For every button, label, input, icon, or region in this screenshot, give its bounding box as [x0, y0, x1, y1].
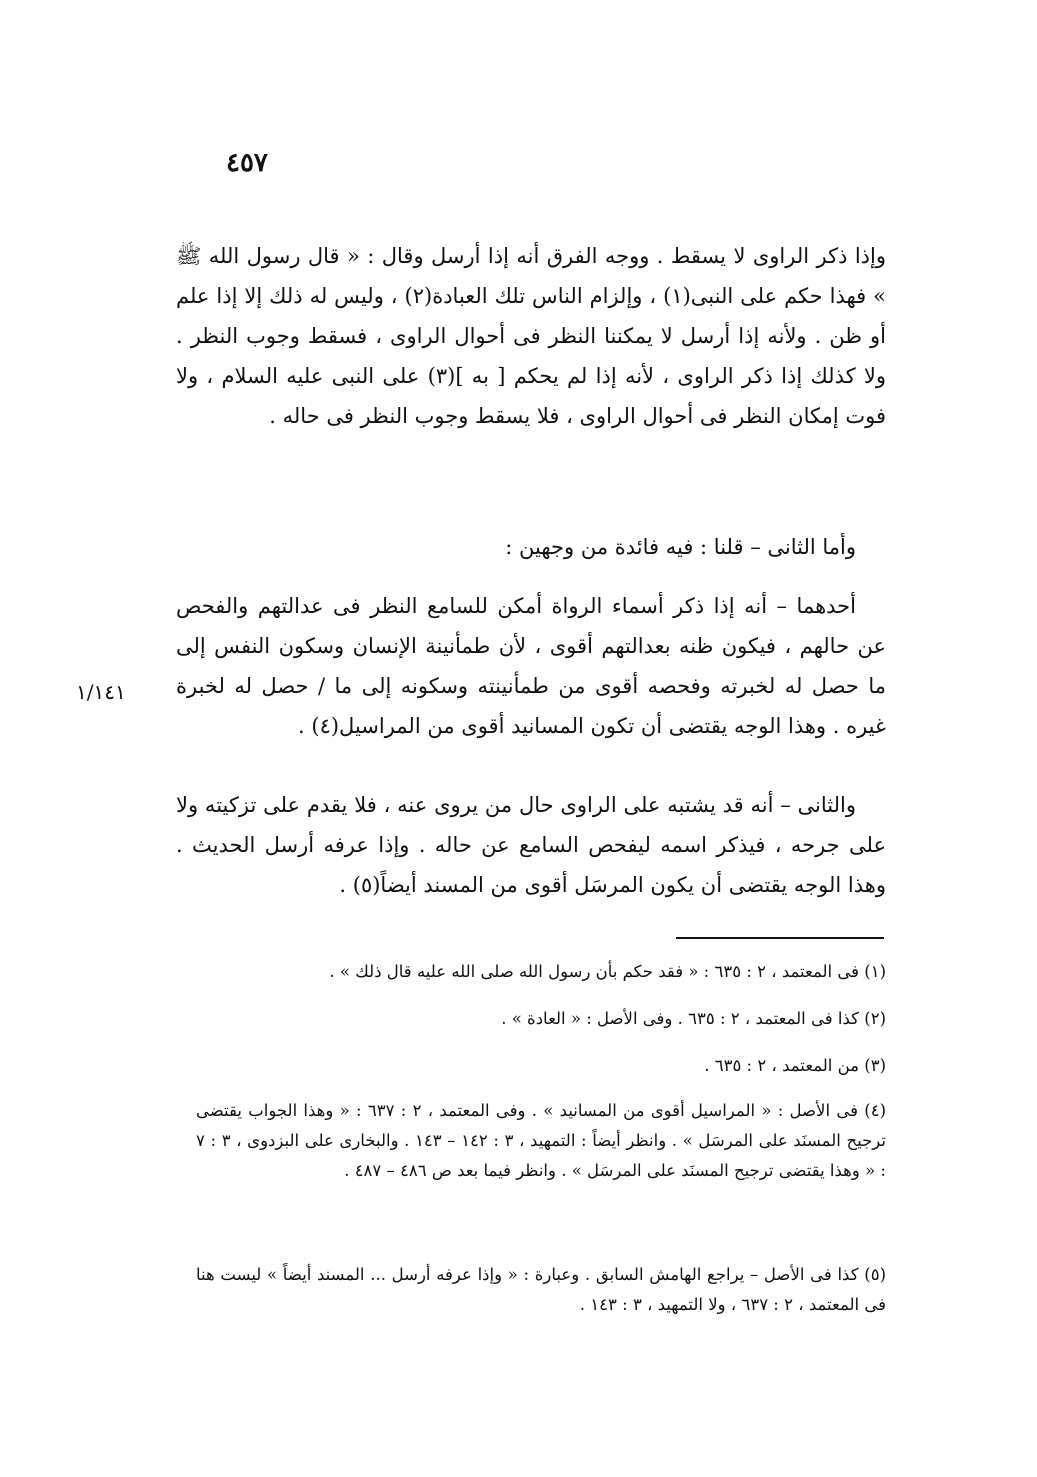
footnote-2: (٢) كذا فى المعتمد ، ٢ : ٦٣٥ . وفى الأصل : « العادة » . — [501, 1009, 886, 1028]
page-number: ٤٥٧ — [226, 148, 268, 178]
footnote-1: (١) فى المعتمد ، ٢ : ٦٣٥ : « فقد حكم بأن رسول الله صلى الله عليه قال ذلك » . — [329, 962, 886, 981]
paragraph-4: والثانى – أنه قد يشتبه على الراوى حال من يروى عنه ، فلا يقدم على تزكيته ولا على جرحه ، فيذكر اسمه ليفحص السامع عن حاله . وإذا عرفه أرسل الحديث . وهذا الوجه يقتضى أن يكون المرسَل أقوى من المسند أيضاً(٥) . — [176, 793, 886, 897]
footnote-3: (٣) من المعتمد ، ٢ : ٦٣٥ . — [704, 1056, 886, 1075]
margin-reference: ١/١٤١ — [76, 680, 126, 704]
paragraph-2: وأما الثانى – قلنا : فيه فائدة من وجهين : — [505, 535, 856, 559]
paragraph-1: وإذا ذكر الراوى لا يسقط . ووجه الفرق أنه إذا أرسل وقال : « قال رسول الله ﷺ » فهذا حكم على النبى(١) ، وإلزام الناس تلك العبادة(٢) ، وليس له ذلك إلا إذا علم أو ظن . ولأنه إذا أرسل لا يمكننا النظر فى أحوال الراوى ، فسقط وجوب النظر . ولا كذلك إذا ذكر الراوى ، لأنه إذا لم يحكم [ به ](٣) على النبى عليه السلام ، ولا فوت إمكان النظر فى أحوال الراوى ، فلا يسقط وجوب النظر فى حاله . — [176, 244, 886, 428]
paragraph-3: أحدهما – أنه إذا ذكر أسماء الرواة أمكن للسامع النظر فى عدالتهم والفحص عن حالهم ، فيكون ظنه بعدالتهم أقوى ، لأن طمأنينة الإنسان وسكون النفس إلى ما حصل له لخبرته وفحصه أقوى من طمأنينته وسكونه إلى ما / حصل له لخبرة غيره . وهذا الوجه يقتضى أن تكون المسانيد أقوى من المراسيل(٤) . — [176, 594, 886, 738]
footnote-4: (٤) فى الأصل : « المراسيل أقوى من المسانيد » . وفى المعتمد ، ٢ : ٦٣٧ : « وهذا الجواب يقتضى ترجيح المسنَد على المرسَل » . وانظر أيضاً : التمهيد ، ٣ : ١٤٢ – ١٤٣ . والبخارى على البزدوى ، ٣ : ٧ : « وهذا يقتضى ترجيح المسنَد على المرسَل » . وانظر فيما بعد ص ٤٨٦ – ٤٨٧ . — [196, 1101, 886, 1180]
footnote-rule — [676, 937, 884, 939]
footnote-5: (٥) كذا فى الأصل – يراجع الهامش السابق . وعبارة : « وإذا عرفه أرسل ... المسند أيضاً » ليست هنا فى المعتمد ، ٢ : ٦٣٧ ، ولا التمهيد ، ٣ : ١٤٣ . — [196, 1265, 886, 1314]
